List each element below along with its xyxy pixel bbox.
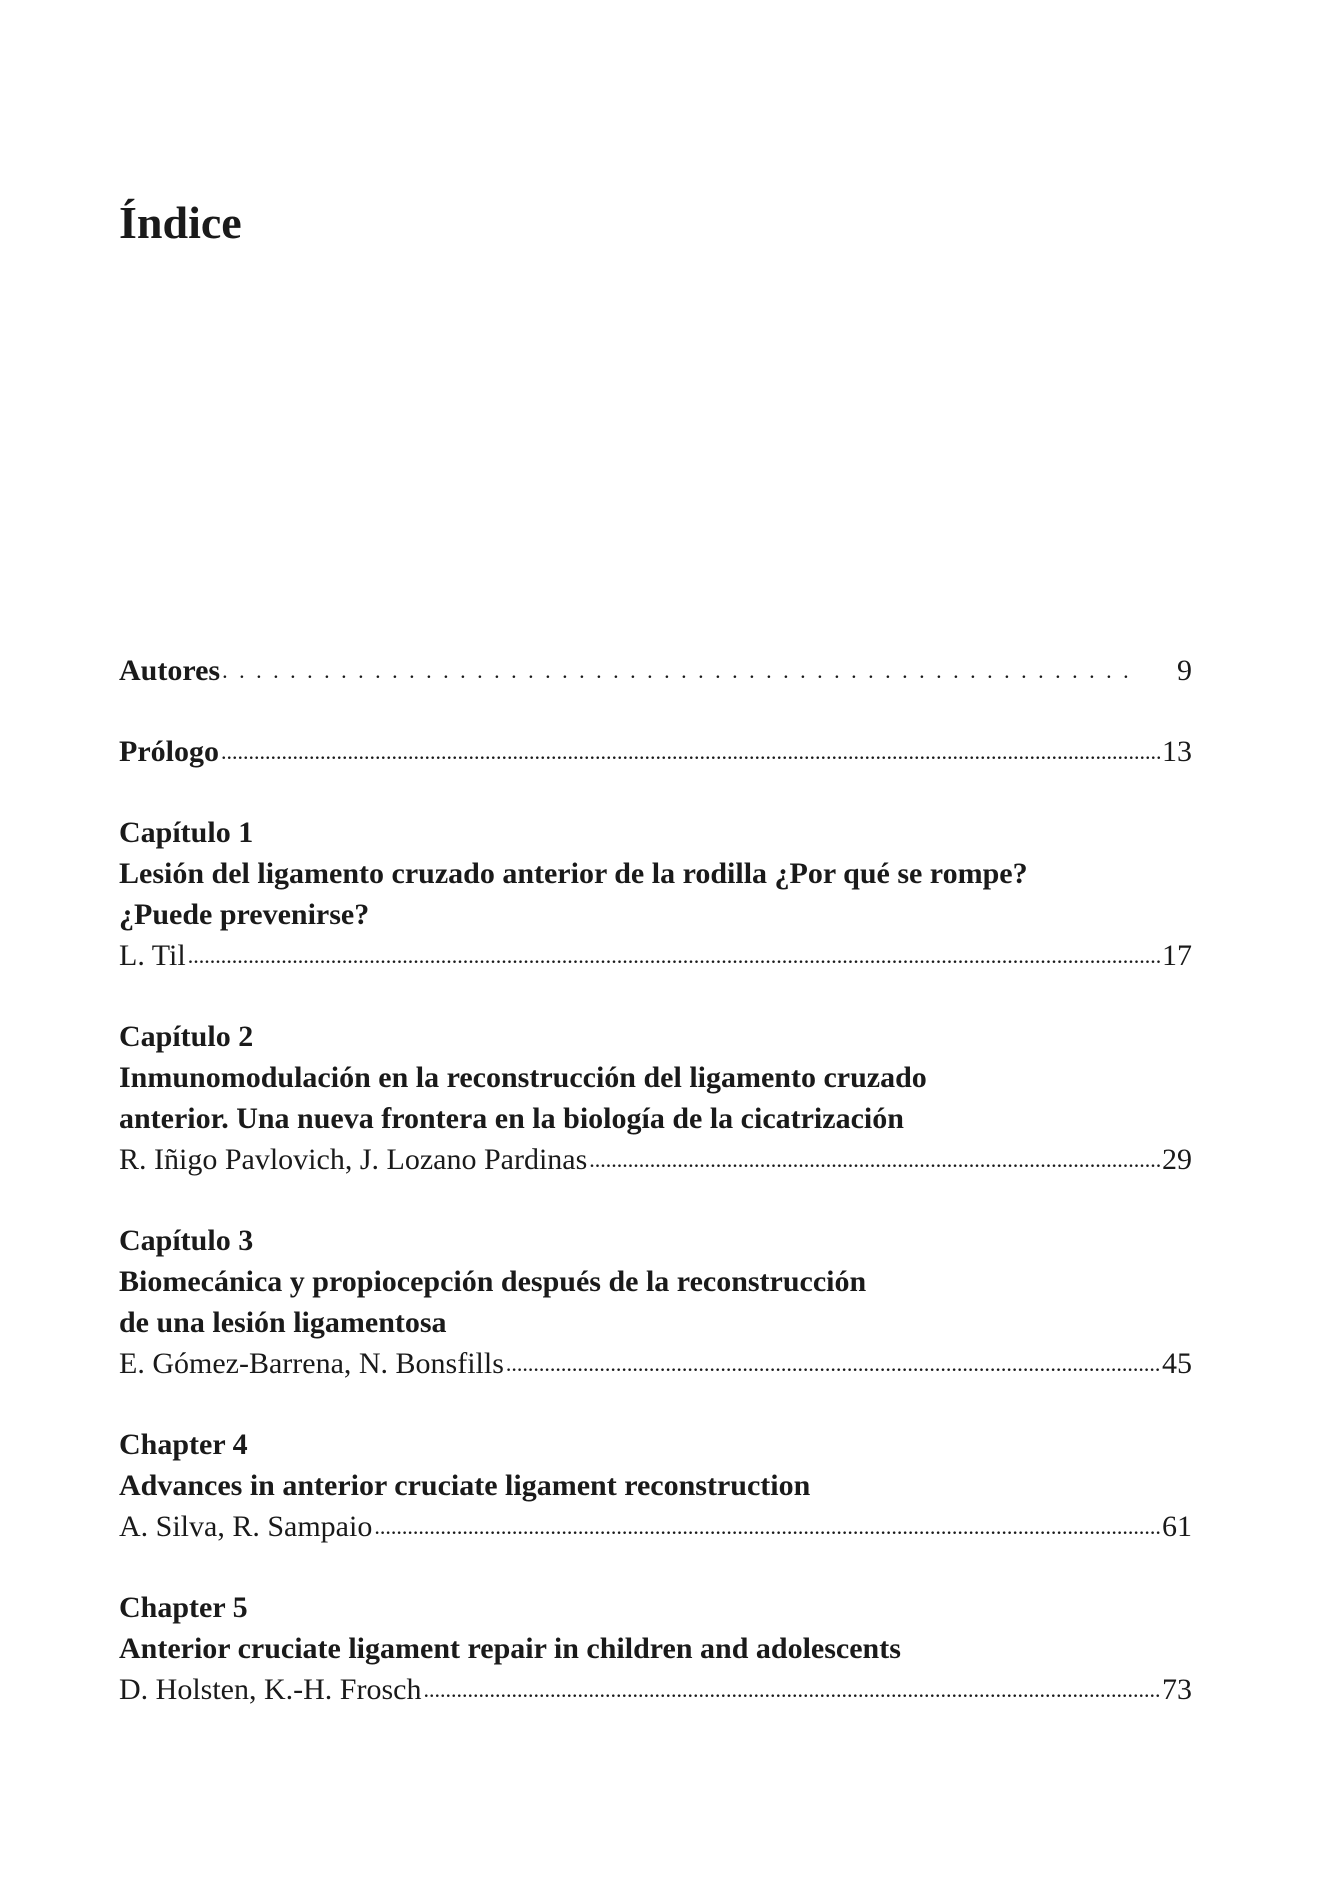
toc-page-number: 17 (1162, 939, 1192, 972)
chapter-number: Capítulo 1 (119, 816, 254, 849)
chapter-title-line: Advances in anterior cruciate ligament reconstruction (119, 1469, 811, 1502)
toc-page-number: 13 (1162, 735, 1192, 768)
dot-leader (222, 650, 1130, 691)
toc-line (119, 731, 1192, 772)
chapter-number: Chapter 5 (119, 1591, 248, 1624)
toc-page-number: 73 (1162, 1673, 1192, 1706)
dot-leader (506, 1343, 1160, 1384)
toc-label: Prólogo (119, 735, 219, 768)
chapter-title-line: ¿Puede prevenirse? (119, 898, 370, 931)
dot-leader (221, 731, 1160, 772)
toc-line (119, 1343, 1192, 1384)
toc-entry-chapter-5[interactable] (119, 1587, 1192, 1710)
chapter-number: Chapter 4 (119, 1428, 248, 1461)
toc-line (119, 650, 1192, 691)
chapter-title-line: de una lesión ligamentosa (119, 1306, 447, 1339)
chapter-number: Capítulo 2 (119, 1020, 254, 1053)
toc-entry-chapter-4[interactable] (119, 1424, 1192, 1547)
chapter-title-line: Biomecánica y propiocepción después de la reconstrucción (119, 1265, 867, 1298)
toc-page-number: 45 (1162, 1347, 1192, 1380)
chapter-title-line: Lesión del ligamento cruzado anterior de la rodilla ¿Por qué se rompe? (119, 857, 1028, 890)
toc-entry-chapter-3[interactable] (119, 1220, 1192, 1384)
toc-label: Autores (119, 654, 221, 687)
chapter-title-line: Anterior cruciate ligament repair in children and adolescents (119, 1632, 901, 1665)
page-title: Índice (119, 197, 242, 248)
toc-line (119, 935, 1192, 976)
chapter-title-line: anterior. Una nueva frontera en la biología de la cicatrización (119, 1102, 904, 1135)
dot-leader (374, 1506, 1160, 1547)
toc-entry-prologo[interactable] (119, 731, 1192, 772)
table-of-contents (119, 650, 1192, 1750)
toc-page-number: 29 (1162, 1143, 1192, 1176)
toc-page-number: 61 (1162, 1510, 1192, 1543)
dot-leader (188, 935, 1160, 976)
chapter-authors: D. Holsten, K.-H. Frosch (119, 1673, 422, 1706)
dot-leader (589, 1139, 1160, 1180)
toc-page-number: 9 (1177, 654, 1192, 687)
chapter-authors: E. Gómez-Barrena, N. Bonsfills (119, 1347, 504, 1380)
toc-entry-chapter-1[interactable] (119, 812, 1192, 976)
chapter-authors: A. Silva, R. Sampaio (119, 1510, 373, 1543)
chapter-authors: R. Iñigo Pavlovich, J. Lozano Pardinas (119, 1143, 588, 1176)
chapter-authors: L. Til (119, 939, 186, 972)
toc-line (119, 1506, 1192, 1547)
toc-entry-chapter-2[interactable] (119, 1016, 1192, 1180)
chapter-title-line: Inmunomodulación en la reconstrucción del ligamento cruzado (119, 1061, 927, 1094)
chapter-number: Capítulo 3 (119, 1224, 254, 1257)
toc-line (119, 1139, 1192, 1180)
toc-entry-autores[interactable] (119, 650, 1192, 691)
toc-line (119, 1669, 1192, 1710)
dot-leader (423, 1669, 1160, 1710)
